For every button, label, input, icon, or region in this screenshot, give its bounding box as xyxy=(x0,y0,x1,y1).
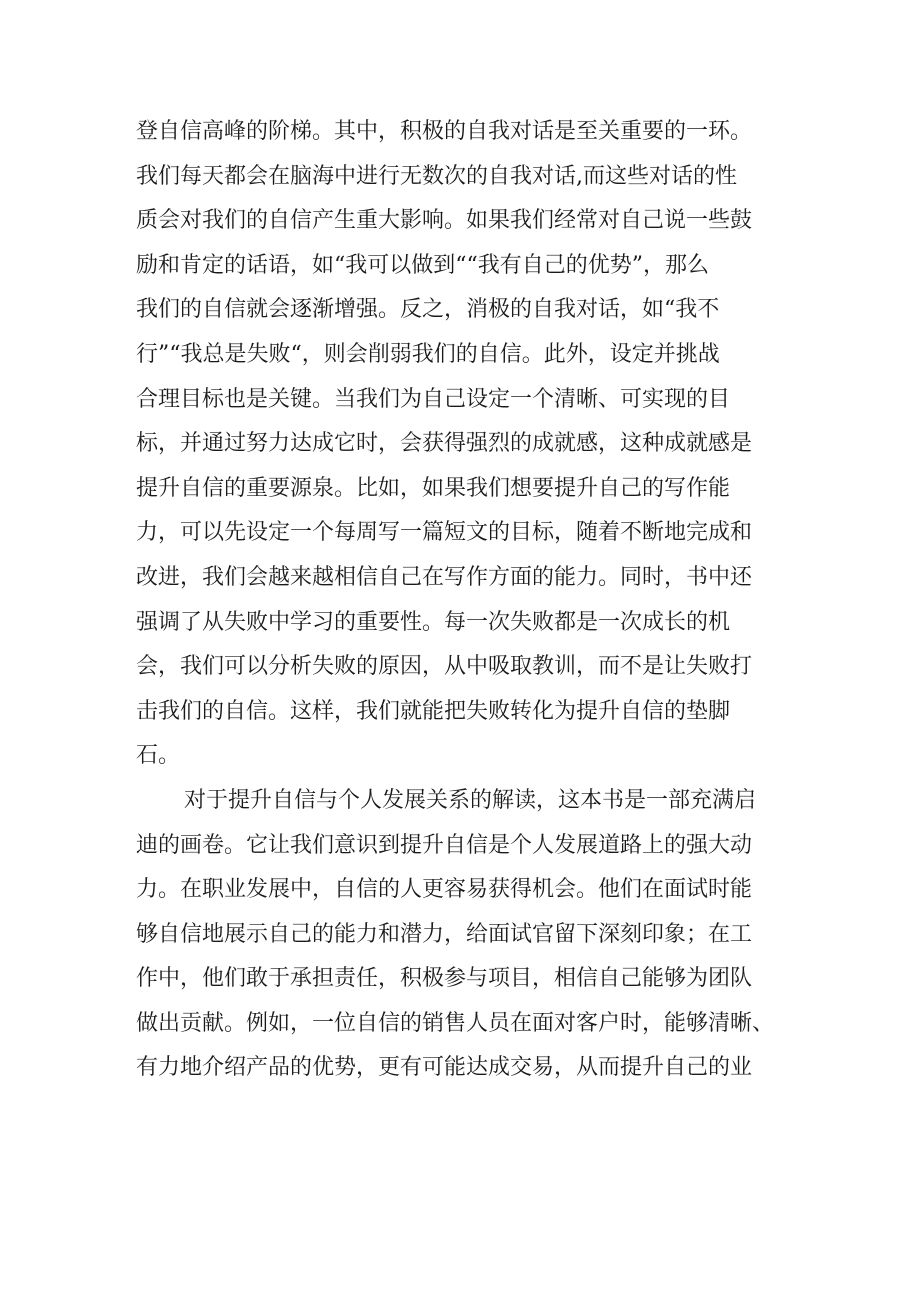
text-line: 提升自信的重要源泉。比如，如果我们想要提升自己的写作能 xyxy=(136,475,731,501)
text-line: 做出贡献。例如，一位自信的销售人员在面对客户时，能够清晰、 xyxy=(136,1010,775,1036)
document-body xyxy=(136,110,796,1091)
text-line: 强调了从失败中学习的重要性。每一次失败都是一次成长的机 xyxy=(136,609,731,635)
text-line: 标，并通过努力达成它时，会获得强烈的成就感，这种成就感是 xyxy=(136,431,753,457)
text-line: 有力地介绍产品的优势，更有可能达成交易，从而提升自己的业 xyxy=(136,1055,753,1081)
text-line: 改进，我们会越来越相信自己在写作方面的能力。同时，书中还 xyxy=(136,564,753,590)
text-line: 击我们的自信。这样，我们就能把失败转化为提升自信的垫脚 xyxy=(136,698,731,724)
text-line: 会，我们可以分析失败的原因，从中吸取教训，而不是让失败打 xyxy=(136,654,753,680)
paragraph-first-line: 对于提升自信与个人发展关系的解读，这本书是一部充满启 xyxy=(184,787,757,813)
text-line: 石。 xyxy=(136,743,181,769)
text-line: 我们每天都会在脑海中进行无数次的自我对话,而这些对话的性 xyxy=(136,163,737,189)
text-line: 力，可以先设定一个每周写一篇短文的目标，随着不断地完成和 xyxy=(136,520,753,546)
text-line: 行”“我总是失败“，则会削弱我们的自信。此外，设定并挑战 xyxy=(136,341,720,367)
text-line: 登自信高峰的阶梯。其中，积极的自我对话是至关重要的一环。 xyxy=(136,119,753,144)
text-line: 够自信地展示自己的能力和潜力，给面试官留下深刻印象；在工 xyxy=(136,921,753,947)
text-line: 迪的画卷。它让我们意识到提升自信是个人发展道路上的强大动 xyxy=(136,832,753,858)
text-line: 力。在职业发展中，自信的人更容易获得机会。他们在面试时能 xyxy=(136,877,753,903)
text-line: 励和肯定的话语，如“我可以做到““我有自己的优势”，那么 xyxy=(136,252,709,278)
text-line: 质会对我们的自信产生重大影响。如果我们经常对自己说一些鼓 xyxy=(136,208,753,234)
text-line: 作中，他们敢于承担责任，积极参与项目，相信自己能够为团队 xyxy=(136,966,753,992)
text-line: 我们的自信就会逐渐增强。反之，消极的自我对话，如“我不 xyxy=(136,297,720,323)
text-line: 合理目标也是关键。当我们为自己设定一个清晰、可实现的目 xyxy=(136,386,731,412)
